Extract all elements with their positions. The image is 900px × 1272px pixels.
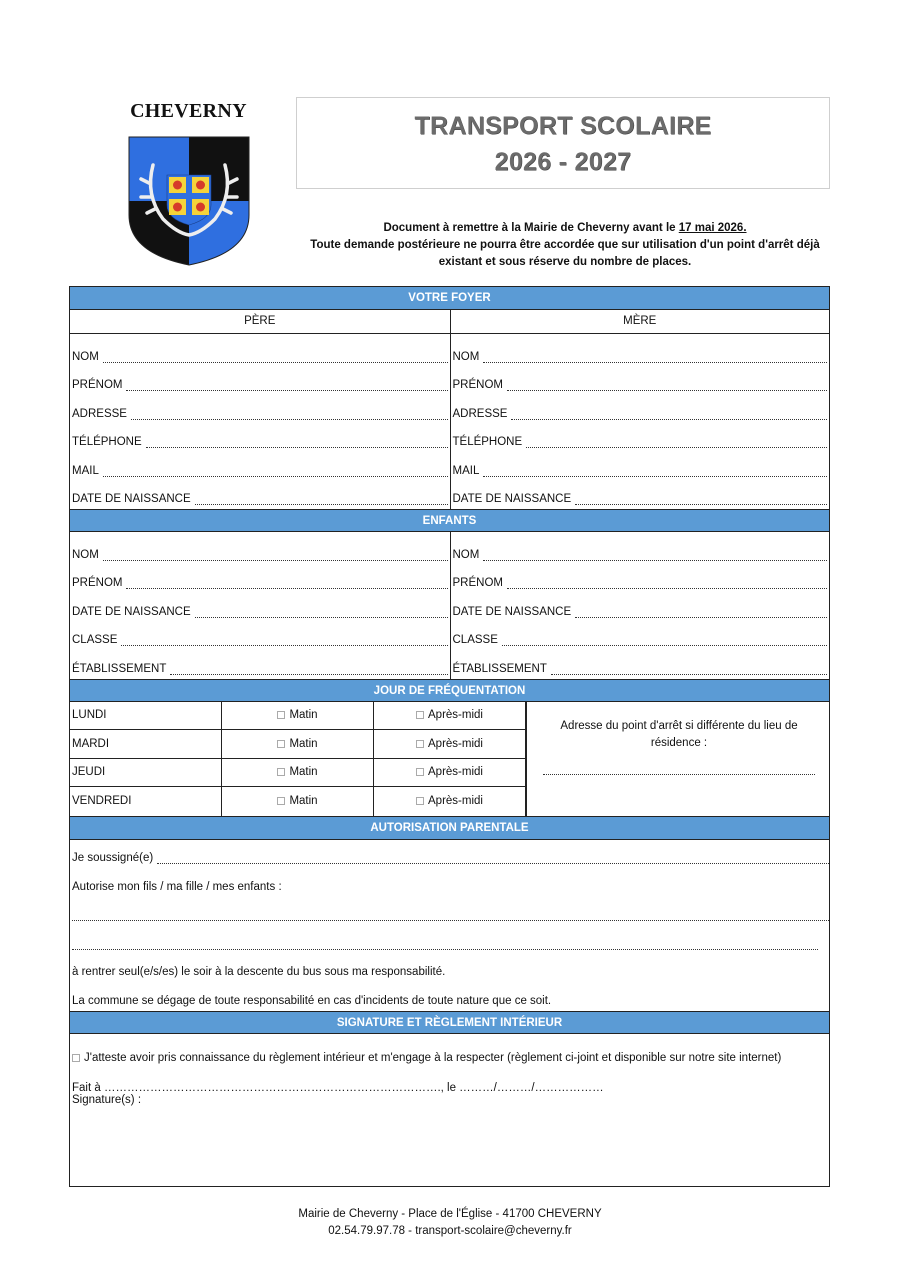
checkbox-icon[interactable] <box>416 768 424 776</box>
day-name: MARDI <box>70 730 222 758</box>
fill-line[interactable] <box>507 579 827 589</box>
mother-fields <box>451 334 830 509</box>
field-label: DATE DE NAISSANCE <box>452 493 572 505</box>
checkbox-icon[interactable] <box>416 740 424 748</box>
field-label: ADRESSE <box>72 407 127 420</box>
field-label: NOM <box>72 548 99 561</box>
children-names-line-2[interactable] <box>72 925 829 954</box>
fill-line[interactable] <box>483 551 827 561</box>
option-label: Après-midi <box>428 709 483 722</box>
mother-mail-field[interactable] <box>451 452 830 481</box>
jeudi-matin-checkbox[interactable] <box>222 759 374 787</box>
day-row-lundi <box>70 702 526 731</box>
child1-etablissement-field[interactable] <box>70 650 450 679</box>
frequentation-section <box>70 702 829 817</box>
child2-etablissement-field[interactable] <box>451 650 830 679</box>
fill-line[interactable] <box>72 911 829 921</box>
signature-section <box>70 1034 829 1186</box>
child1-prenom-field[interactable] <box>70 565 450 594</box>
option-label: Matin <box>289 766 318 779</box>
registration-form <box>69 286 830 1187</box>
vendredi-apres-midi-checkbox[interactable] <box>374 787 526 816</box>
field-label: PRÉNOM <box>452 577 503 589</box>
father-nom-field[interactable] <box>70 338 450 367</box>
fill-line[interactable] <box>157 854 829 864</box>
father-birthdate-field[interactable] <box>70 481 450 510</box>
mother-prenom-field[interactable] <box>451 367 830 396</box>
day-name: LUNDI <box>70 702 222 730</box>
day-row-vendredi <box>70 787 526 816</box>
authorization-text: à rentrer seul(e/s/es) le soir à la descente du bus sous ma responsabilité. <box>72 966 446 978</box>
mardi-apres-midi-checkbox[interactable] <box>374 730 526 758</box>
father-telephone-field[interactable] <box>70 424 450 453</box>
father-column <box>70 310 450 509</box>
father-heading: PÈRE <box>70 310 450 334</box>
day-row-mardi <box>70 730 526 759</box>
checkbox-icon[interactable] <box>416 711 424 719</box>
title-box <box>296 97 830 189</box>
option-label: Matin <box>289 737 318 750</box>
child-1-column <box>70 532 450 679</box>
footer-address: Mairie de Cheverny - Place de l'Église - 41700 CHEVERNY <box>298 1208 602 1220</box>
field-label: ADRESSE <box>452 407 508 420</box>
fill-line[interactable] <box>507 381 827 391</box>
child2-birthdate-field[interactable] <box>451 593 830 622</box>
field-label: TÉLÉPHONE <box>72 436 142 448</box>
fill-line[interactable] <box>575 608 827 618</box>
day-name: VENDREDI <box>70 787 222 816</box>
return-alone-text <box>72 954 829 983</box>
field-label: MAIL <box>452 464 480 477</box>
field-label: TÉLÉPHONE <box>452 436 523 448</box>
field-label: PRÉNOM <box>452 379 503 391</box>
fill-line[interactable] <box>121 636 447 646</box>
field-label: MAIL <box>72 464 99 477</box>
mother-adresse-field[interactable] <box>451 395 830 424</box>
jeudi-apres-midi-checkbox[interactable] <box>374 759 526 787</box>
fill-line[interactable] <box>103 353 448 363</box>
checkbox-icon[interactable] <box>277 711 285 719</box>
lundi-apres-midi-checkbox[interactable] <box>374 702 526 730</box>
fill-line[interactable] <box>195 608 448 618</box>
notice-details: Toute demande postérieure ne pourra être accordée que sur utilisation d'un point d'arrêt déjà existant et sous réserve du nombre de places. <box>310 239 820 268</box>
fill-line[interactable] <box>575 495 827 505</box>
field-label: DATE DE NAISSANCE <box>72 493 191 505</box>
attest-label: J'atteste avoir pris connaissance du règlement intérieur et m'engage à la respecter (règlement ci-joint et disponible sur notre site internet) <box>84 1051 782 1064</box>
fill-line[interactable] <box>131 410 448 420</box>
children-section <box>70 532 829 679</box>
days-grid <box>70 702 526 816</box>
section-header-signature: SIGNATURE ET RÈGLEMENT INTÉRIEUR <box>70 1011 829 1034</box>
fill-line[interactable] <box>195 495 448 505</box>
checkbox-icon[interactable] <box>277 797 285 805</box>
deadline-date: 17 mai 2026. <box>678 222 747 234</box>
lundi-matin-checkbox[interactable] <box>222 702 374 730</box>
fill-line[interactable] <box>126 381 447 391</box>
option-label: Après-midi <box>428 766 483 779</box>
field-label: ÉTABLISSEMENT <box>452 662 547 675</box>
child-2-column <box>450 532 830 679</box>
fill-line[interactable] <box>551 665 827 675</box>
checkbox-icon[interactable] <box>277 768 285 776</box>
section-header-frequentation: JOUR DE FRÉQUENTATION <box>70 679 829 702</box>
child1-nom-field[interactable] <box>70 536 450 565</box>
authorization-text: Autorise mon fils / ma fille / mes enfants : <box>72 880 282 893</box>
option-label: Matin <box>289 709 318 722</box>
field-label: PRÉNOM <box>72 379 123 391</box>
child2-prenom-field[interactable] <box>451 565 830 594</box>
day-name: JEUDI <box>70 759 222 787</box>
place-date-field[interactable]: Fait à ……………………………………………………………………………., le ………/………/……………… <box>72 1081 604 1094</box>
option-label: Après-midi <box>428 795 483 808</box>
fill-line[interactable] <box>146 438 448 448</box>
child2-nom-field[interactable] <box>451 536 830 565</box>
field-label: NOM <box>452 548 480 561</box>
mother-column <box>450 310 830 509</box>
section-header-foyer: VOTRE FOYER <box>70 287 829 310</box>
fill-line[interactable] <box>511 410 827 420</box>
father-adresse-field[interactable] <box>70 395 450 424</box>
submission-notice <box>300 220 830 271</box>
fill-line[interactable] <box>126 579 447 589</box>
fill-line[interactable] <box>502 636 827 646</box>
children-names-line-1[interactable] <box>72 897 829 926</box>
mother-birthdate-field[interactable] <box>451 481 830 510</box>
fill-line[interactable] <box>103 467 448 477</box>
liability-text <box>72 982 829 1011</box>
option-label: Matin <box>289 795 318 808</box>
coat-of-arms-icon <box>127 135 251 267</box>
checkbox-icon[interactable] <box>277 740 285 748</box>
father-prenom-field[interactable] <box>70 367 450 396</box>
checkbox-icon[interactable] <box>72 1054 80 1062</box>
fill-line[interactable] <box>170 665 447 675</box>
option-label: Après-midi <box>428 737 483 750</box>
child2-classe-field[interactable] <box>451 622 830 651</box>
town-name: CHEVERNY <box>130 100 247 122</box>
child1-classe-field[interactable] <box>70 622 450 651</box>
field-label: CLASSE <box>72 634 118 646</box>
town-logo <box>116 100 261 267</box>
attest-checkbox[interactable] <box>72 1052 827 1064</box>
authorization-section <box>70 840 829 1011</box>
field-label: DATE DE NAISSANCE <box>72 605 191 618</box>
field-label: PRÉNOM <box>72 577 123 589</box>
footer-contact: 02.54.79.97.78 - transport-scolaire@cheverny.fr <box>328 1225 572 1237</box>
father-mail-field[interactable] <box>70 452 450 481</box>
signature-label: Signature(s) : <box>72 1093 142 1106</box>
stop-address-cell <box>526 702 831 816</box>
day-row-jeudi <box>70 759 526 788</box>
stop-address-label: Adresse du point d'arrêt si différente du lieu de résidence : <box>560 719 798 749</box>
field-label: DATE DE NAISSANCE <box>452 605 572 618</box>
fill-line[interactable] <box>483 353 827 363</box>
disclaimer-text: La commune se dégage de toute responsabilité en cas d'incidents de toute nature que ce soit. <box>72 994 552 1007</box>
field-label: CLASSE <box>452 634 498 646</box>
field-label: NOM <box>452 350 480 363</box>
child1-birthdate-field[interactable] <box>70 593 450 622</box>
stop-address-fill-line[interactable] <box>543 774 815 775</box>
autorise-text <box>72 868 829 897</box>
fill-line[interactable] <box>72 940 818 950</box>
field-label: Je soussigné(e) <box>72 852 154 864</box>
fill-line[interactable] <box>483 467 827 477</box>
section-header-autorisation: AUTORISATION PARENTALE <box>70 817 829 840</box>
vendredi-matin-checkbox[interactable] <box>222 787 374 816</box>
mother-telephone-field[interactable] <box>451 424 830 453</box>
field-label: NOM <box>72 350 99 363</box>
mardi-matin-checkbox[interactable] <box>222 730 374 758</box>
section-header-enfants: ENFANTS <box>70 509 829 532</box>
father-fields <box>70 334 450 509</box>
fill-line[interactable] <box>526 438 827 448</box>
mother-nom-field[interactable] <box>451 338 830 367</box>
foyer-section <box>70 310 829 509</box>
field-label: ÉTABLISSEMENT <box>72 662 167 675</box>
soussigne-field[interactable] <box>72 840 829 869</box>
mother-heading: MÈRE <box>451 310 830 334</box>
footer <box>0 1206 900 1240</box>
notice-text: Document à remettre à la Mairie de Cheverny avant le <box>383 222 679 234</box>
fill-line[interactable] <box>103 551 448 561</box>
page-title: TRANSPORT SCOLAIRE <box>414 112 712 140</box>
school-year: 2026 - 2027 <box>494 148 632 176</box>
checkbox-icon[interactable] <box>416 797 424 805</box>
